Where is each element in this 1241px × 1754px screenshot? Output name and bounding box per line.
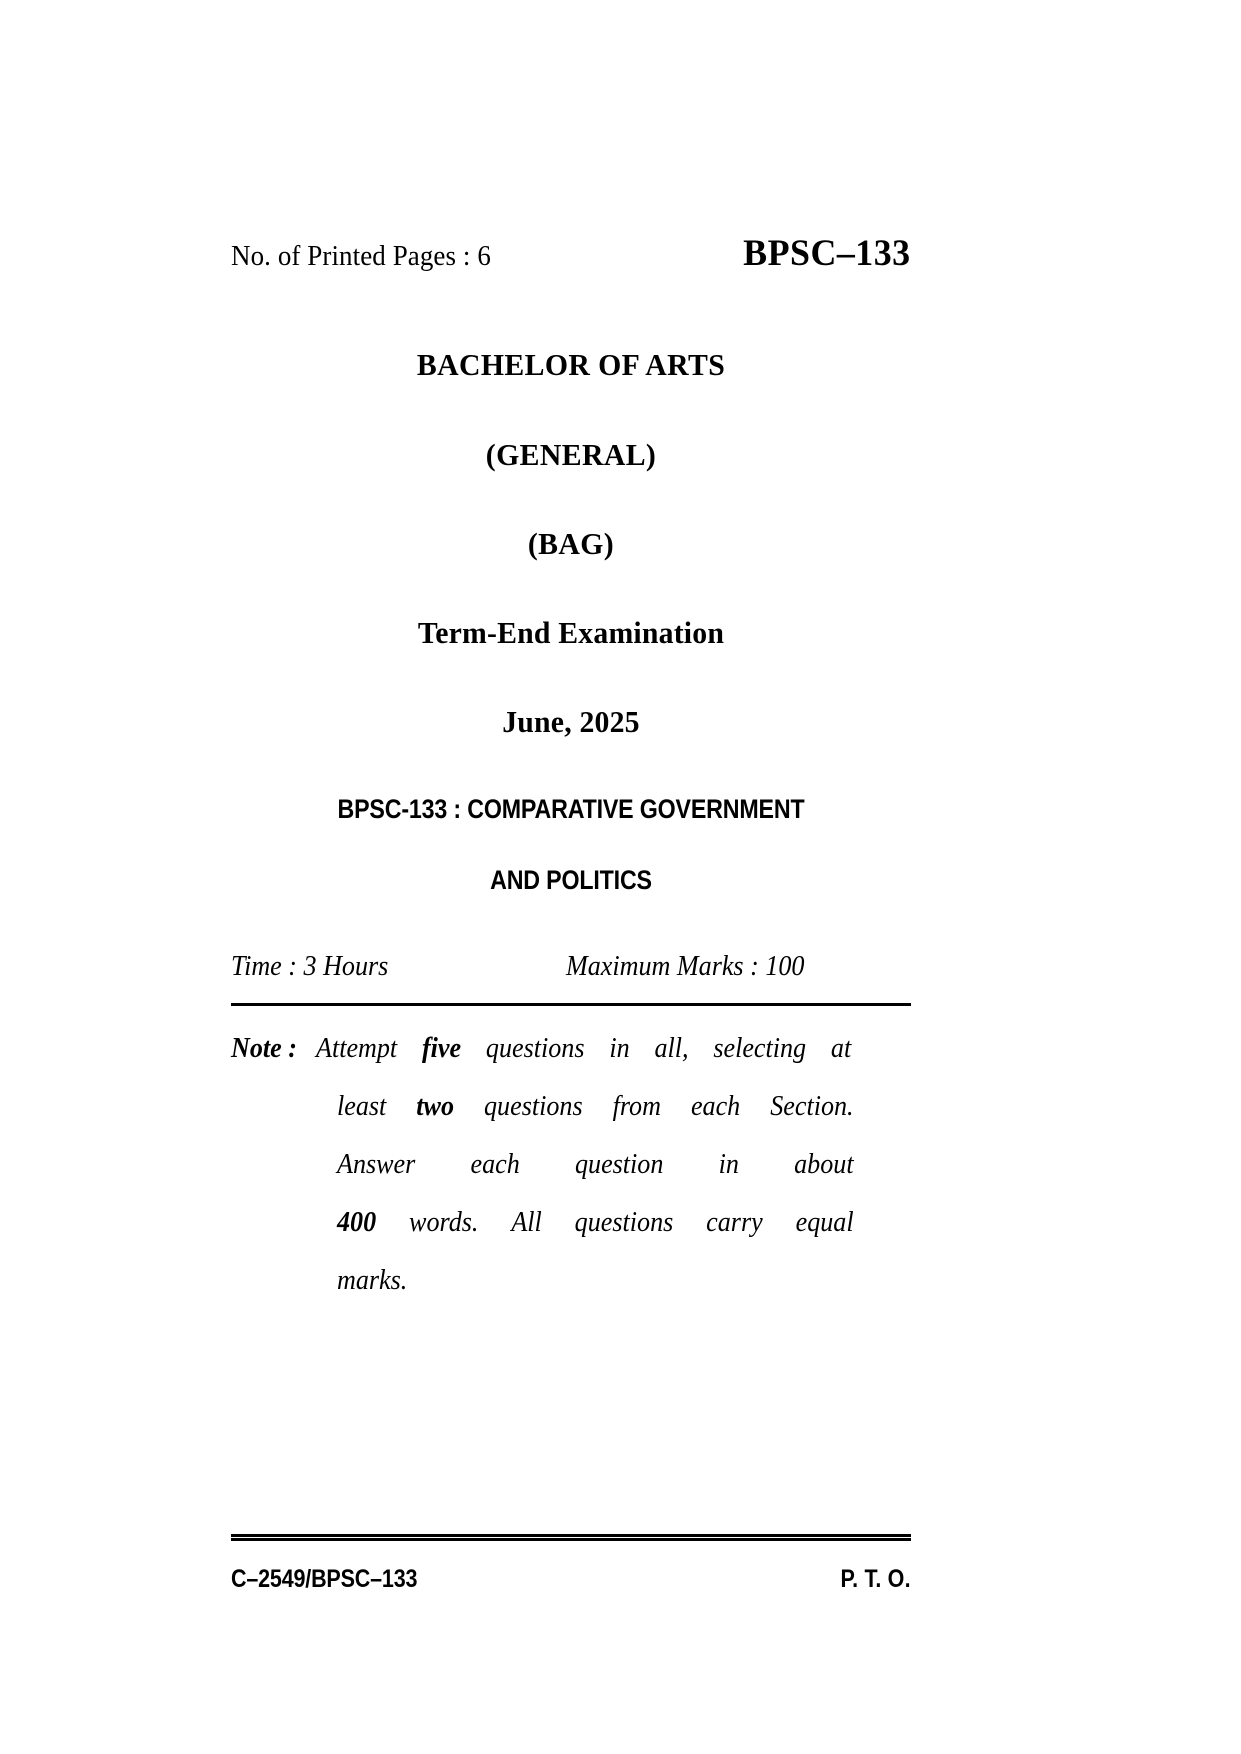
note-word: Attempt — [316, 1032, 398, 1064]
note-line-2 — [231, 1090, 911, 1123]
note-word: question — [574, 1148, 664, 1180]
exam-session: June, 2025 — [502, 704, 640, 739]
note-word: selecting — [713, 1032, 807, 1064]
note-word: questions — [486, 1032, 585, 1064]
program-stream: (GENERAL) — [485, 437, 657, 472]
meta-divider — [231, 1003, 911, 1006]
program-title: BACHELOR OF ARTS — [416, 347, 726, 382]
note-word: each — [690, 1090, 741, 1122]
course-title-line-2: AND POLITICS — [490, 865, 652, 895]
note-words-4 — [337, 1206, 854, 1239]
paper-code: BPSC–133 — [743, 233, 911, 274]
note-word: questions — [574, 1206, 674, 1238]
page-footer — [231, 1565, 911, 1594]
note-words-1 — [316, 1032, 851, 1065]
note-word: marks. — [337, 1264, 408, 1296]
note-word: two — [416, 1090, 455, 1122]
note-word: Section. — [770, 1090, 854, 1122]
footer-pto-label: P. T. O. — [840, 1565, 911, 1593]
note-words-3 — [337, 1148, 854, 1181]
footer-paper-ref: C–2549/BPSC–133 — [231, 1565, 418, 1593]
note-word: words. — [409, 1206, 479, 1238]
note-words-2 — [337, 1090, 854, 1123]
note-word: in — [718, 1148, 739, 1180]
note-word: 400 — [337, 1206, 377, 1238]
program-abbreviation: (BAG) — [527, 526, 615, 561]
note-word: five — [422, 1032, 462, 1064]
note-line-3 — [231, 1148, 911, 1181]
note-word: least — [337, 1090, 387, 1122]
course-title-line-1: BPSC-133 : COMPARATIVE GOVERNMENT — [337, 794, 805, 824]
exam-duration: Time : 3 Hours — [231, 950, 389, 982]
note-word: equal — [795, 1206, 854, 1238]
note-word: each — [470, 1148, 520, 1180]
exam-type: Term-End Examination — [417, 615, 725, 650]
note-line-4 — [231, 1206, 911, 1239]
note-line-5 — [231, 1264, 911, 1297]
maximum-marks: Maximum Marks : 100 — [565, 950, 805, 982]
note-word: All — [511, 1206, 542, 1238]
footer-divider — [231, 1534, 911, 1541]
exam-meta-row — [231, 950, 911, 983]
note-word: from — [612, 1090, 661, 1122]
printed-pages-label: No. of Printed Pages : 6 — [231, 240, 491, 272]
note-words-5 — [337, 1264, 854, 1297]
note-label: Note : — [231, 1032, 297, 1064]
page-content — [231, 0, 911, 1297]
note-word: carry — [706, 1206, 763, 1238]
note-word: about — [794, 1148, 854, 1180]
note-word: Answer — [337, 1148, 416, 1180]
note-word: all, — [654, 1032, 689, 1064]
note-word: questions — [484, 1090, 583, 1122]
instructions-note — [231, 1032, 911, 1297]
note-line-1 — [231, 1032, 911, 1065]
note-word: at — [831, 1032, 852, 1064]
page-header — [231, 232, 911, 275]
note-word: in — [609, 1032, 630, 1064]
